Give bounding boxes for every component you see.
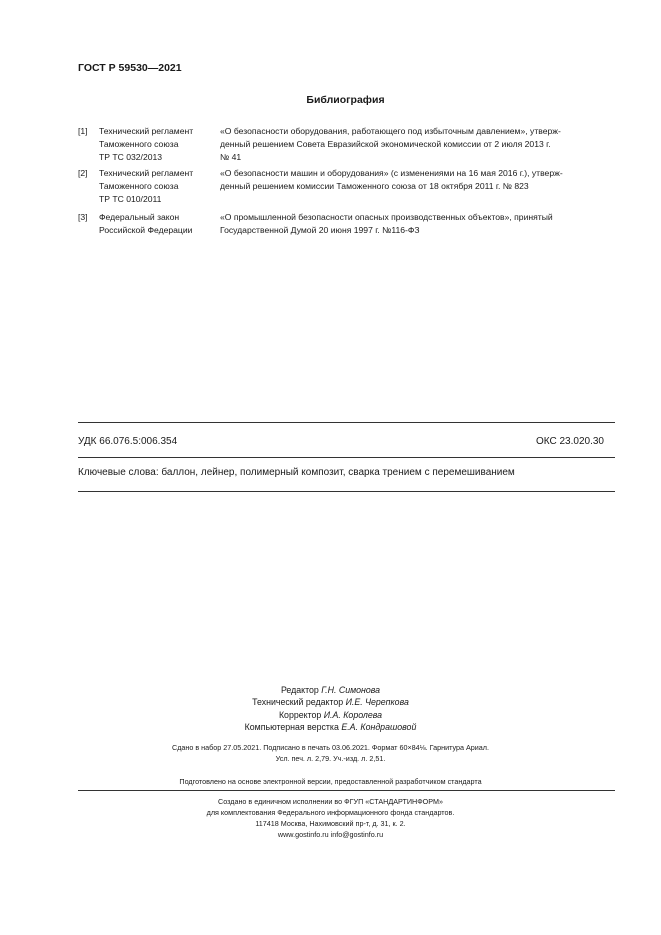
entry-source-line: Технический регламент: [99, 168, 194, 178]
staff-line: [0, 721, 661, 733]
oks-code: ОКС 23.020.30: [536, 436, 604, 447]
entry-text-line: № 41: [220, 152, 242, 162]
staff-line: [0, 709, 661, 721]
publisher-line: Создано в единичном исполнении во ФГУП «СТАНДАРТИНФОРМ»: [218, 797, 443, 806]
entry-source: [99, 211, 217, 237]
divider-top: [78, 422, 615, 423]
entry-source-line: ТР ТС 010/2011: [99, 194, 162, 204]
staff-role: Редактор: [280, 685, 319, 695]
publisher-line: для комплектования Федерального информационного фонда стандартов.: [206, 808, 455, 817]
publisher-line: 117418 Москва, Нахимовский пр-т, д. 31, к. 2.: [255, 819, 406, 828]
bibliography-title: Библиография: [306, 94, 385, 106]
print-info: [0, 742, 661, 764]
entry-text-line: денный решением Совета Евразийской экономической комиссии от 2 июля 2013 г.: [220, 139, 551, 149]
entry-source: [99, 125, 217, 164]
staff-line: [0, 696, 661, 708]
entry-number: [2]: [78, 168, 88, 178]
entry-text: [220, 125, 616, 164]
entry-source-line: Федеральный закон: [99, 212, 180, 222]
entry-source-line: Таможенного союза: [99, 139, 179, 149]
entry-text: [220, 167, 616, 193]
print-info-line: Сдано в набор 27.05.2021. Подписано в печать 03.06.2021. Формат 60×84⅛. Гарнитура Ариал.: [172, 743, 489, 752]
entry-text-line: денный решением комиссии Таможенного союза от 18 октября 2011 г. № 823: [220, 181, 529, 191]
entry-source-line: Российской Федерации: [99, 225, 193, 235]
staff-name: И.Е. Черепкова: [345, 697, 409, 708]
entry-text-line: «О безопасности машин и оборудования» (с изменениями на 16 мая 2016 г.), утверж-: [220, 168, 563, 178]
entry-text-line: «О промышленной безопасности опасных производственных объектов», принятый: [220, 212, 553, 222]
prepared-note: Подготовлено на основе электронной версии, предоставленной разработчиком стандарта: [179, 777, 482, 786]
keywords: Ключевые слова: баллон, лейнер, полимерный композит, сварка трением с перемешиванием: [78, 467, 515, 478]
divider-middle: [78, 457, 615, 458]
entry-source-line: Технический регламент: [99, 126, 194, 136]
entry-text-line: «О безопасности оборудования, работающего под избыточным давлением», утверж-: [220, 126, 561, 136]
entry-number: [1]: [78, 126, 88, 136]
standard-code: ГОСТ Р 59530—2021: [78, 62, 182, 74]
entry-number: [3]: [78, 212, 88, 222]
entry-source-line: ТР ТС 032/2013: [99, 152, 163, 162]
entry-text-line: Государственной Думой 20 июня 1997 г. №116-ФЗ: [220, 225, 420, 235]
publisher-info: [0, 796, 661, 840]
udc-code: УДК 66.076.5:006.354: [78, 436, 178, 447]
entry-source: [99, 167, 217, 206]
staff-name: И.А. Королева: [323, 709, 383, 720]
editorial-staff: [0, 684, 661, 733]
print-info-line: Усл. печ. л. 2,79. Уч.-изд. л. 2,51.: [275, 754, 386, 763]
divider-bottom: [78, 790, 615, 791]
staff-line: [0, 684, 661, 696]
entry-source-line: Таможенного союза: [99, 181, 179, 191]
staff-role: Корректор: [278, 709, 322, 720]
entry-text: [220, 211, 616, 237]
publisher-line: www.gostinfo.ru info@gostinfo.ru: [277, 830, 384, 839]
staff-role: Технический редактор: [252, 697, 344, 708]
staff-name: Е.А. Кондрашовой: [341, 721, 417, 732]
staff-role: Компьютерная верстка: [244, 721, 339, 732]
divider-keywords: [78, 491, 615, 492]
staff-name: Г.Н. Симонова: [321, 685, 381, 695]
